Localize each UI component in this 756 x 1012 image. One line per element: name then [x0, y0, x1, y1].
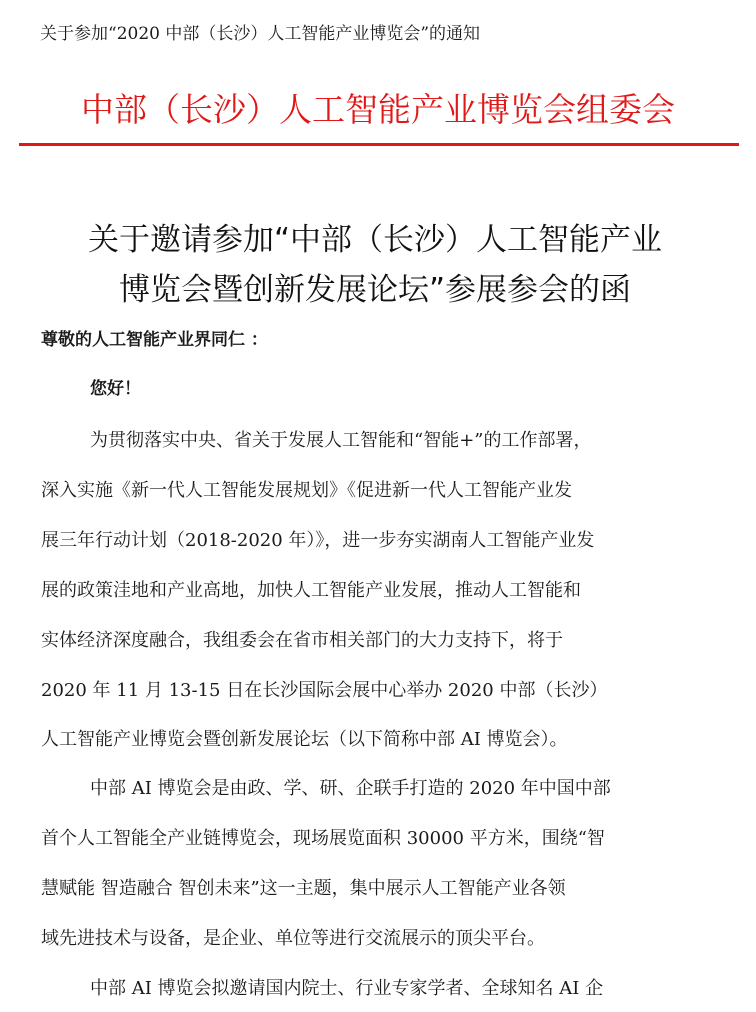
- document-title: [20, 215, 730, 315]
- letterhead-red-rule: [19, 143, 739, 146]
- paragraph-line: 慧赋能 智造融合 智创未来”这一主题，集中展示人工智能产业各领: [41, 878, 566, 899]
- paragraph-line: 实体经济深度融合，我组委会在省市相关部门的大力支持下，将于: [41, 630, 563, 651]
- paragraph-line: 2020 年 11 月 13-15 日在长沙国际会展中心举办 2020 中部（长沙）: [41, 680, 608, 701]
- paragraph-line: 展的政策洼地和产业高地，加快人工智能产业发展，推动人工智能和: [41, 580, 581, 601]
- paragraph-line: 展三年行动计划（2018-2020 年）》，进一步夯实湖南人工智能产业发: [41, 530, 595, 551]
- document-title-line: 关于邀请参加“中部（长沙）人工智能产业: [87, 222, 663, 258]
- document-title-line: 博览会暨创新发展论坛”参展参会的函: [118, 272, 632, 308]
- paragraph-line: 深入实施《新一代人工智能发展规划》《促进新一代人工智能产业发: [41, 480, 572, 501]
- paragraph-line: 首个人工智能全产业链博览会，现场展览面积 30000 平方米，围绕“智: [41, 828, 605, 849]
- paragraph-line: 为贯彻落实中央、省关于发展人工智能和“智能+”的工作部署，: [90, 430, 592, 451]
- running-header: 关于参加“2020 中部（长沙）人工智能产业博览会”的通知: [40, 24, 481, 44]
- paragraph-line: 人工智能产业博览会暨创新发展论坛（以下简称中部 AI 博览会）。: [41, 729, 568, 750]
- paragraph-line: 中部 AI 博览会拟邀请国内院士、行业专家学者、全球知名 AI 企: [90, 978, 604, 999]
- letterhead-organization: 中部（长沙）人工智能产业博览会组委会: [81, 90, 675, 129]
- paragraph-line: 域先进技术与设备，是企业、单位等进行交流展示的顶尖平台。: [41, 928, 545, 949]
- greeting: 您好！: [90, 379, 141, 399]
- paragraph-line: 中部 AI 博览会是由政、学、研、企联手打造的 2020 年中国中部: [90, 778, 611, 799]
- salutation: 尊敬的人工智能产业界同仁 ：: [41, 330, 268, 350]
